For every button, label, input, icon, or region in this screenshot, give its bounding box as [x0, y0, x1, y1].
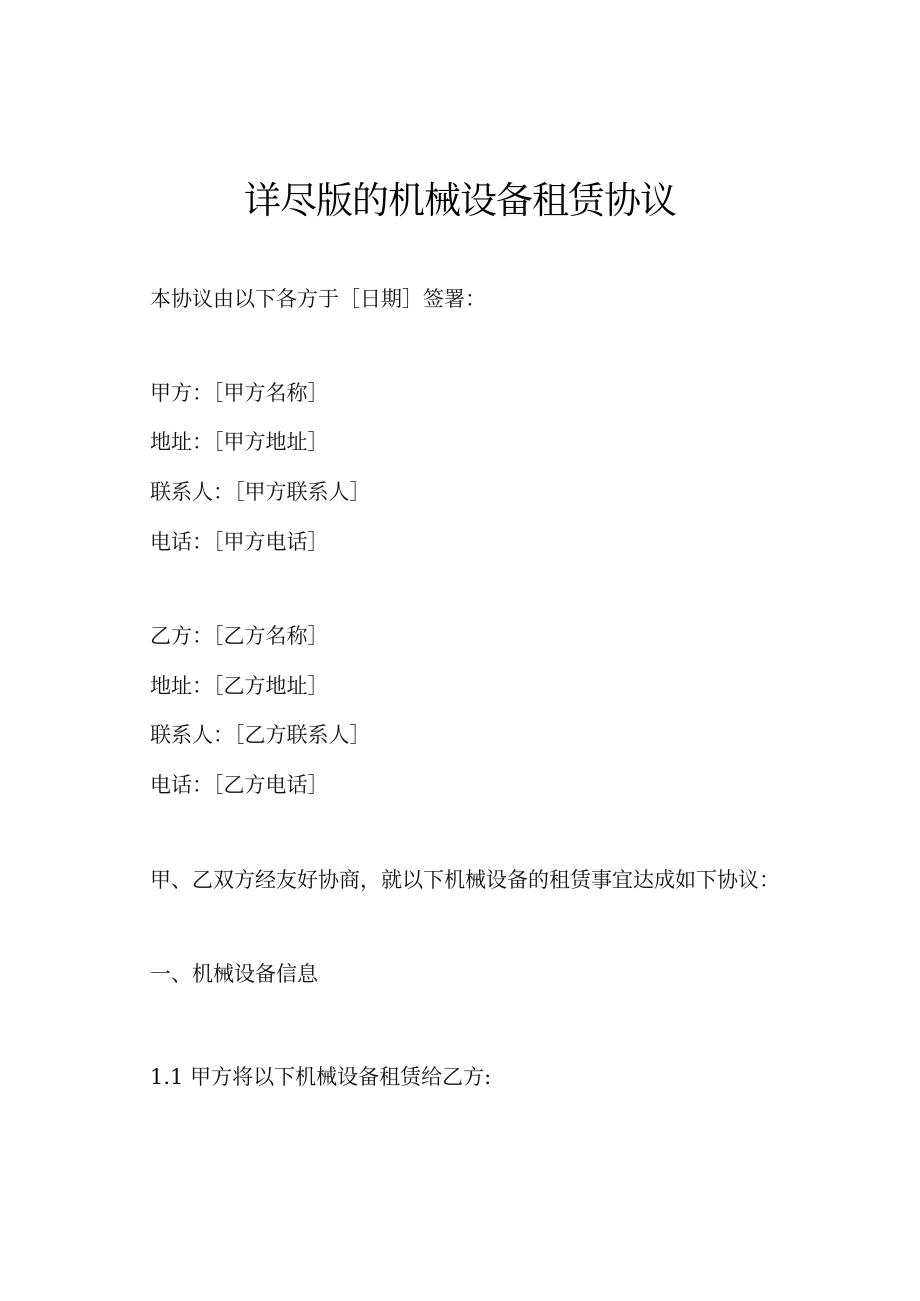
- agreement-statement: 甲、乙双方经友好协商，就以下机械设备的租赁事宜达成如下协议：: [150, 868, 780, 892]
- intro-line: 本协议由以下各方于［日期］签署：: [150, 287, 486, 311]
- section-1-heading: 一、机械设备信息: [150, 962, 318, 986]
- party-b-name: 乙方：［乙方名称］: [150, 624, 329, 648]
- document-title: 详尽版的机械设备租赁协议: [244, 179, 676, 222]
- party-b-contact: 联系人：［乙方联系人］: [150, 723, 371, 747]
- party-a-name: 甲方：［甲方名称］: [150, 381, 329, 405]
- clause-1-1: 1.1 甲方将以下机械设备租赁给乙方:: [150, 1065, 492, 1089]
- party-a-address: 地址：［甲方地址］: [150, 430, 329, 454]
- party-a-contact: 联系人：［甲方联系人］: [150, 480, 371, 504]
- party-b-phone: 电话：［乙方电话］: [150, 773, 329, 797]
- party-a-phone: 电话：［甲方电话］: [150, 530, 329, 554]
- party-b-address: 地址：［乙方地址］: [150, 674, 329, 698]
